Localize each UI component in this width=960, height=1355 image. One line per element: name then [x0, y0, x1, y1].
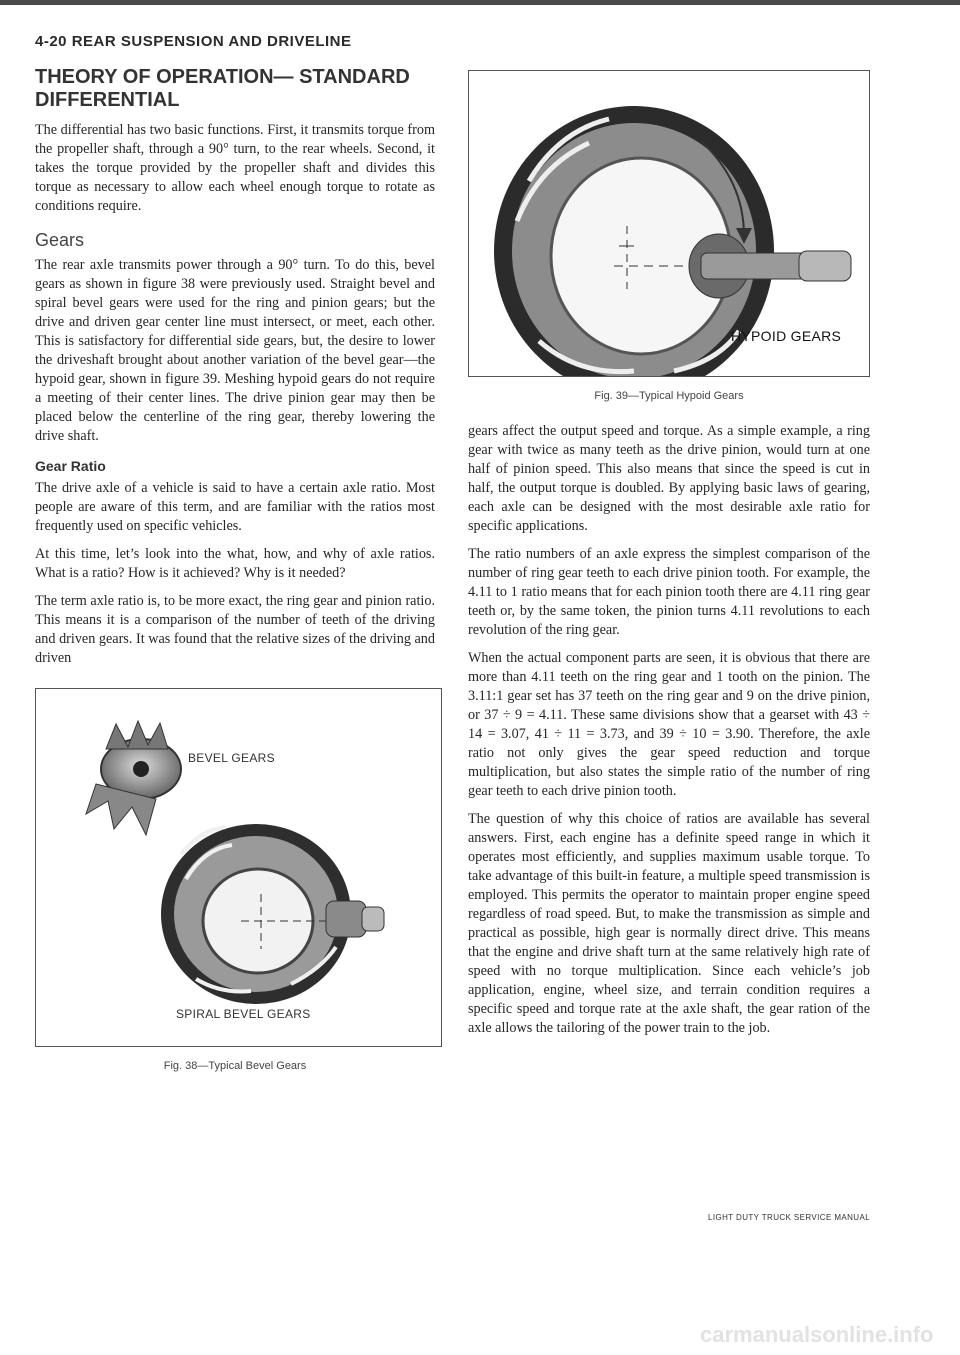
gear-ratio-paragraph-2: At this time, let’s look into the what, how, and why of axle ratios. What is a ratio? How is it achieved? Why is it needed?: [35, 546, 435, 581]
top-rule: [0, 0, 960, 5]
intro-paragraph: The differential has two basic functions. First, it transmits torque from the propeller shaft, through a 90° turn, to the rear wheels. Second, it takes the torque provided by the propeller shaft and divides this torque as necessary to allow each wheel enough torque to rotate as conditions require.: [35, 122, 435, 214]
gear-ratio-heading: Gear Ratio: [35, 458, 106, 474]
bevel-gear-shape: [86, 721, 181, 835]
gear-ratio-paragraph-3: The term axle ratio is, to be more exact, the ring gear and pinion ratio. This means it is a comparison of the number of teeth of the driving and driven gears. It was found that the relative sizes of the driving and driven: [35, 593, 435, 666]
gears-heading: Gears: [35, 230, 85, 250]
right-paragraph-3: When the actual component parts are seen, it is obvious that there are more than 4.11 teeth on the ring gear and 1 tooth on the pinion. The 3.11:1 gear set has 37 teeth on the ring gear and 9 on the drive pinion, or 37 ÷ 9 = 4.11. These same divisions show that a gearset with 43 ÷ 14 = 3.07, 41 ÷ 11 = 3.73, and 39 ÷ 10 = 3.90. Therefore, the axle ratio not only gives the gear speed reduction and torque multiplication, but also states the simple ratio of the number of ring gear teeth to each drive pinion tooth.: [468, 650, 870, 799]
right-paragraph-1: gears affect the output speed and torque. As a simple example, a ring gear with twice as many teeth as the drive pinion, would turn at one half of pinion speed. This also means that since the speed is cut in half, the output torque is doubled. By applying basic laws of gearing, each axle can be designed with the most desirable axle ratio for specific applications.: [468, 423, 870, 534]
gears-paragraph: The rear axle transmits power through a 90° turn. To do this, bevel gears as shown in figure 38 were previously used. Straight bevel and spiral bevel gears were used for the ring and pinion gears; but the drive and driven gear center line must intersect, or meet, each other. This is satisfactory for differential side gears, but, the desire to lower the driveshaft brought about another variation of the bevel gear—the hypoid gear, shown in figure 39. Meshing hypoid gears do not require a meeting of their center lines. The drive pinion gear may then be placed below the centerline of the ring gear, thereby lowering the drive shaft.: [35, 257, 435, 444]
figure-39-caption: Fig. 39—Typical Hypoid Gears: [594, 390, 744, 402]
hypoid-gears-label: HYPOID GEARS: [731, 328, 842, 344]
right-paragraph-2: The ratio numbers of an axle express the simplest comparison of the number of ring gear teeth to each drive pinion tooth. For example, the 4.11 to 1 ratio means that for each pinion tooth there are 4.11 ring gear teeth or, by the same token, the pinion turns 4.11 revolutions to each revolution of the ring gear.: [468, 546, 870, 638]
figure-38-caption: Fig. 38—Typical Bevel Gears: [163, 1060, 307, 1072]
right-paragraph-4: The question of why this choice of ratios are available has several answers. First, each engine has a definite speed range in which it operates most efficiently, and supplies maximum usable torque. To take advantage of this built-in feature, a multiple speed transmission is employed. This permits the operator to maintain proper engine speed regardless of road speed. But, to make the transmission as simple and practical as possible, high gear is normally direct drive. This means that the engine and drive shaft turn at the same relatively high rate of speed with no torque multiplication. Since each vehicle’s job application, engine, wheel size, and terrain condition requires a specific speed and torque rate at the axle shaft, the gear ration of the axle allows the tailoring of the power train to the job.: [468, 811, 870, 1036]
right-column: [468, 70, 870, 1047]
footer-manual-title: LIGHT DUTY TRUCK SERVICE MANUAL: [708, 1213, 871, 1222]
spiral-bevel-gear-shape: [161, 824, 384, 1004]
figure-38-bevel-gears: [35, 688, 442, 1047]
left-column: [35, 66, 435, 1092]
bevel-gears-label: BEVEL GEARS: [188, 751, 275, 765]
bevel-gears-illustration: [36, 689, 441, 1046]
spiral-bevel-gears-label: SPIRAL BEVEL GEARS: [176, 1007, 311, 1021]
running-head: 4-20 REAR SUSPENSION AND DRIVELINE: [35, 33, 352, 50]
figure-39-hypoid-gears: [468, 70, 870, 377]
gear-ratio-paragraph-1: The drive axle of a vehicle is said to have a certain axle ratio. Most people are aware of this term, and are familiar with the ratios most frequently used on specific vehicles.: [35, 480, 435, 534]
section-title: THEORY OF OPERATION— STANDARD DIFFERENTIAL: [35, 66, 410, 111]
watermark: carmanualsonline.info: [700, 1322, 934, 1347]
